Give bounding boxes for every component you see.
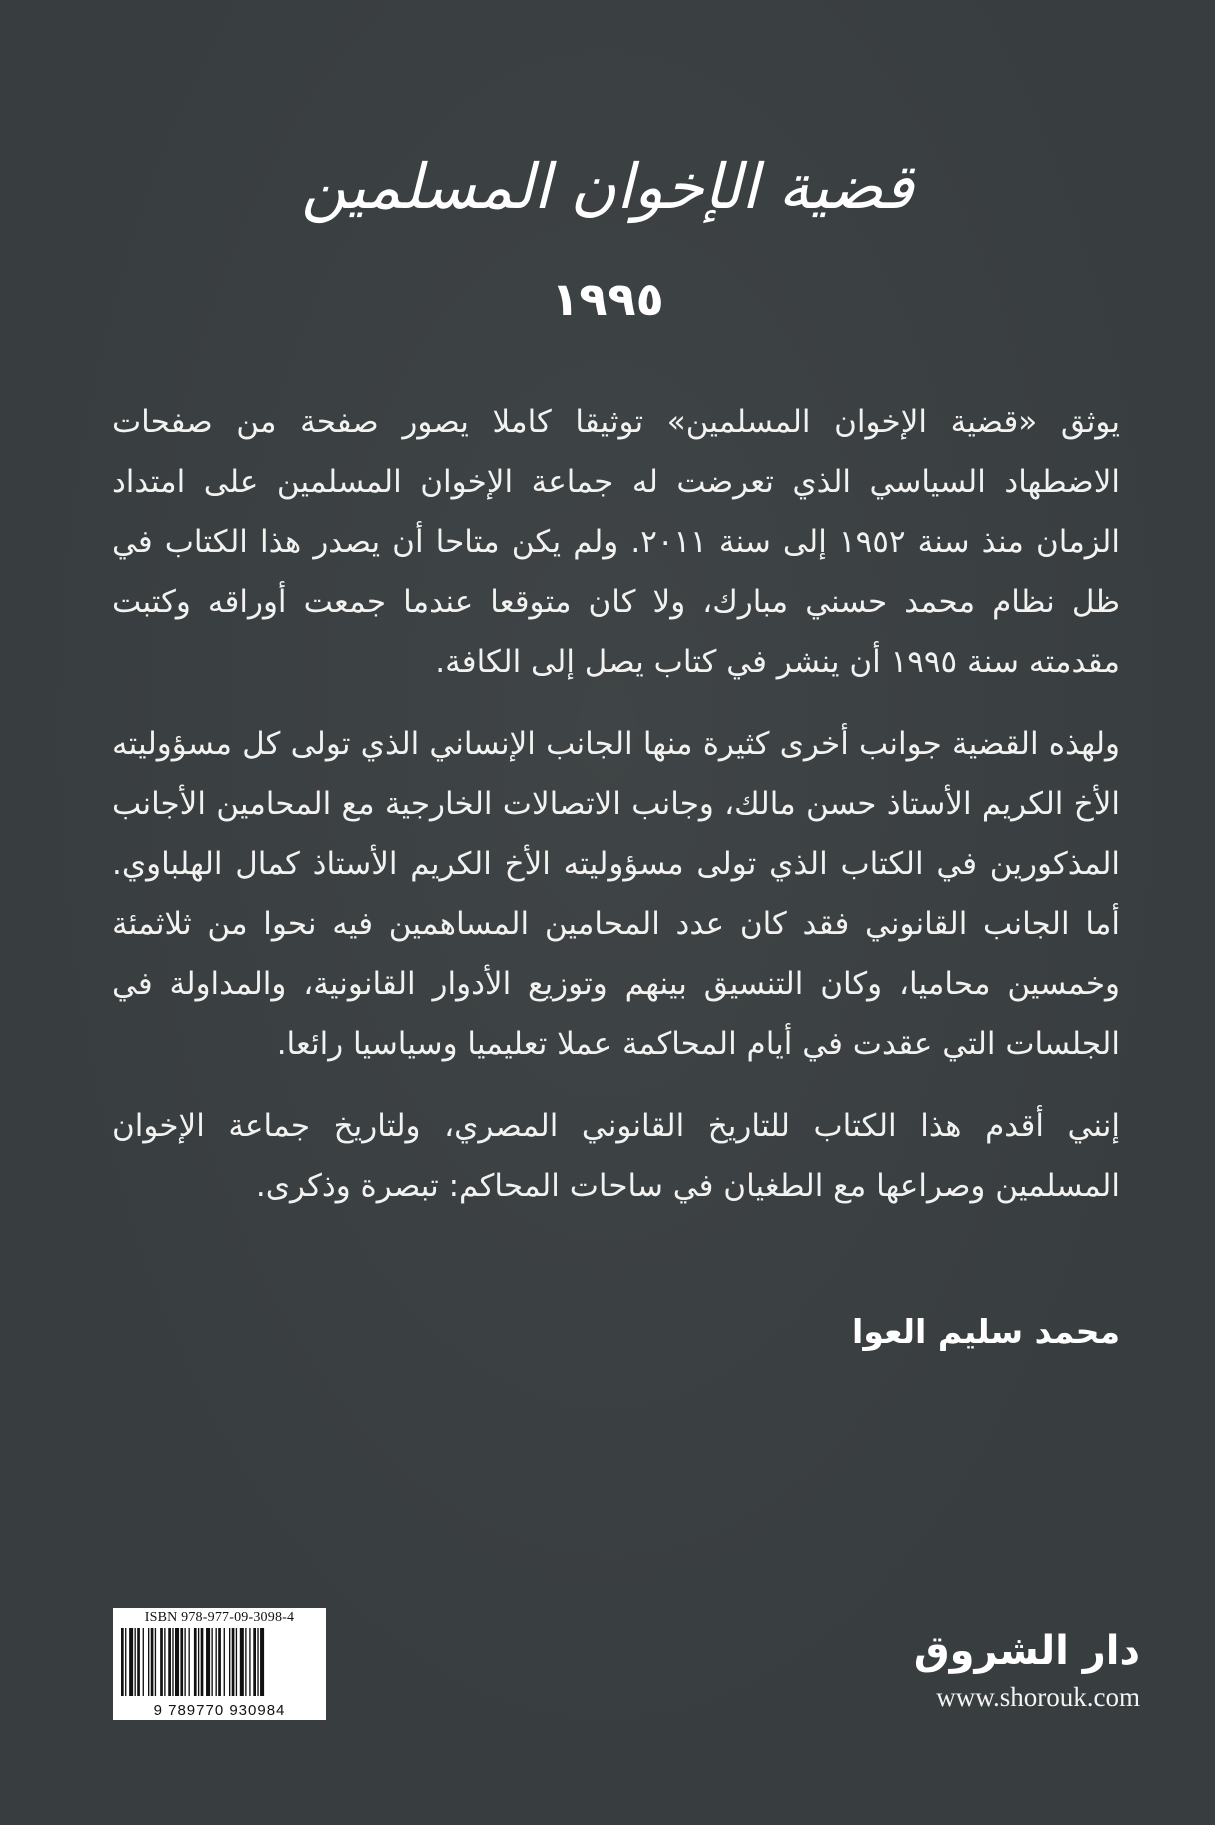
barcode-digits: 9 789770 930984 [153, 1702, 286, 1719]
blurb-paragraph-2: ولهذه القضية جوانب أخرى كثيرة منها الجانب الإنساني الذي تولى كل مسؤوليته الأخ الكريم الأستاذ حسن مالك، وجانب الاتصالات الخارجية مع المحامين الأجانب المذكورين في الكتاب الذي تولى مسؤوليته الأخ الكريم الأستاذ كمال الهلباوي. أما الجانب القانوني فقد كان عدد المحامين المساهمين فيه نحوا من ثلاثمئة وخمسين محاميا، وكان التنسيق بينهم وتوزيع الأدوار القانونية، والمداولة في الجلسات التي عقدت في أيام المحاكمة عملا تعليميا وسياسيا رائعا. [112, 726, 1120, 1062]
author-signature: محمد سليم العوا [852, 1312, 1120, 1351]
book-year: ١٩٩٥ [551, 272, 664, 326]
isbn-barcode [113, 1608, 326, 1720]
blurb-paragraph-3: إنني أقدم هذا الكتاب للتاريخ القانوني المصري، ولتاريخ جماعة الإخوان المسلمين وصراعها مع الطغيان في ساحات المحاكم: تبصرة وذكرى. [112, 1108, 1120, 1204]
book-title: قضية الإخوان المسلمين [301, 150, 914, 223]
publisher-name: دار الشروق [913, 1628, 1140, 1674]
blurb-text [112, 392, 1120, 1238]
barcode-bars-icon [121, 1628, 318, 1696]
publisher-logo [880, 1628, 1140, 1674]
blurb-paragraph-1: يوثق «قضية الإخوان المسلمين» توثيقا كاملا يصور صفحة من صفحات الاضطهاد السياسي الذي تعرضت له جماعة الإخوان المسلمين على امتداد الزمان منذ سنة ١٩٥٢ إلى سنة ٢٠١١. ولم يكن متاحا أن يصدر هذا الكتاب في ظل نظام محمد حسني مبارك، ولا كان متوقعا عندما جمعت أوراقه وكتبت مقدمته سنة ١٩٩٥ أن ينشر في كتاب يصل إلى الكافة. [112, 404, 1120, 680]
isbn-label: ISBN 978-977-09-3098-4 [144, 1610, 295, 1625]
publisher-url: www.shorouk.com [936, 1682, 1140, 1712]
